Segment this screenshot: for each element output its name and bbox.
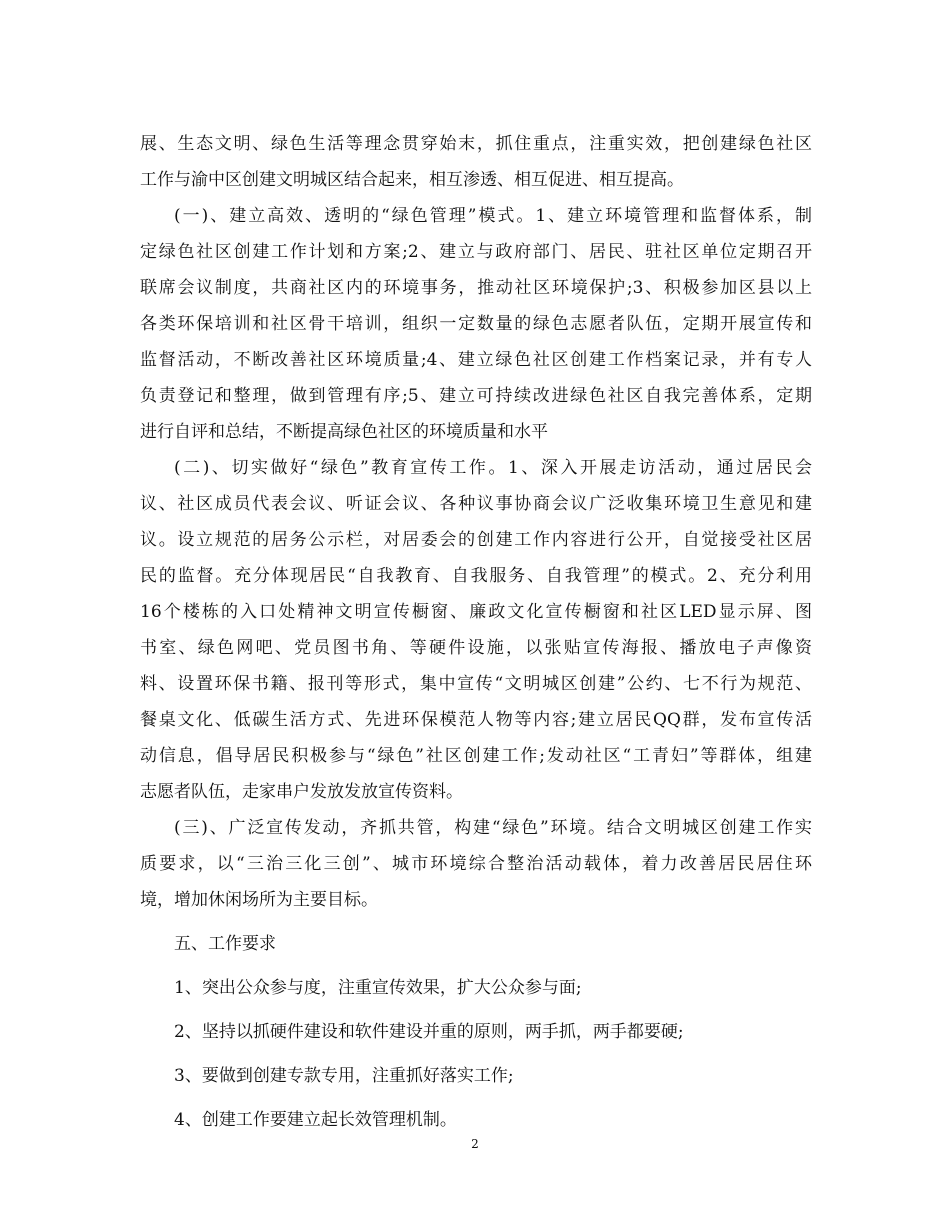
- paragraph-start-line: (一)、建立高效、透明的“绿色管理”模式。1、建立环境管理和监督体系，制: [174, 206, 812, 226]
- paragraph-start-line: (二)、切实做好“绿色”教育宣传工作。1、深入开展走访活动，通过居民会: [174, 458, 812, 478]
- text-line: 议、社区成员代表会议、听证会议、各种议事协商会议广泛收集环境卫生意见和建: [140, 494, 812, 514]
- text-line: 联席会议制度，共商社区内的环境事务，推动社区环境保护;3、积极参加区县以上: [140, 278, 812, 298]
- text-line: 工作与渝中区创建文明城区结合起来，相互渗透、相互促进、相互提高。: [140, 170, 684, 190]
- text-line: 书室、绿色网吧、党员图书角、等硬件设施，以张贴宣传海报、播放电子声像资: [140, 638, 812, 658]
- section-heading: 五、工作要求: [174, 934, 276, 954]
- text-line: 监督活动，不断改善社区环境质量;4、建立绿色社区创建工作档案记录，并有专人: [140, 350, 812, 370]
- requirement-item: 3、要做到创建专款专用，注重抓好落实工作;: [174, 1066, 514, 1086]
- section-gap: [140, 918, 812, 926]
- text-line: 民的监督。充分体现居民“自我教育、自我服务、自我管理”的模式。2、充分利用: [140, 566, 812, 586]
- text-line: 各类环保培训和社区骨干培训，组织一定数量的绿色志愿者队伍，定期开展宣传和: [140, 314, 812, 334]
- text-line: 餐桌文化、低碳生活方式、先进环保模范人物等内容;建立居民QQ群，发布宣传活: [140, 710, 812, 730]
- requirement-item: 4、创建工作要建立起长效管理机制。: [174, 1110, 457, 1130]
- text-line: 料、设置环保书籍、报刊等形式，集中宣传“文明城区创建”公约、七不行为规范、: [140, 674, 812, 694]
- text-line: 定绿色社区创建工作计划和方案;2、建立与政府部门、居民、驻社区单位定期召开: [140, 242, 812, 262]
- text-line: 议。设立规范的居务公示栏，对居委会的创建工作内容进行公开，自觉接受社区居: [140, 530, 812, 550]
- paragraph-start-line: (三)、广泛宣传发动，齐抓共管，构建“绿色”环境。结合文明城区创建工作实: [174, 818, 812, 838]
- requirement-item: 1、突出公众参与度，注重宣传效果，扩大公众参与面;: [174, 978, 582, 998]
- text-line: 16个楼栋的入口处精神文明宣传橱窗、廉政文化宣传橱窗和社区LED显示屏、图: [140, 602, 812, 622]
- text-line: 境，增加休闲场所为主要目标。: [140, 890, 378, 910]
- text-line: 志愿者队伍，走家串户发放发放宣传资料。: [140, 782, 463, 802]
- text-line: 负责登记和整理，做到管理有序;5、建立可持续改进绿色社区自我完善体系，定期: [140, 386, 812, 406]
- section-gap: [140, 1050, 812, 1058]
- page-number: 2: [471, 1137, 479, 1151]
- section-gap: [140, 1094, 812, 1102]
- text-line: 动信息，倡导居民积极参与“绿色”社区创建工作;发动社区“工青妇”等群体，组建: [140, 746, 812, 766]
- text-line: 质要求，以“三治三化三创”、城市环境综合整治活动载体，着力改善居民居住环: [140, 854, 812, 874]
- document-body: [140, 126, 812, 1138]
- section-gap: [140, 962, 812, 970]
- text-line: 展、生态文明、绿色生活等理念贯穿始末，抓住重点，注重实效，把创建绿色社区: [140, 134, 812, 154]
- text-line: 进行自评和总结，不断提高绿色社区的环境质量和水平: [140, 422, 548, 442]
- requirement-item: 2、坚持以抓硬件建设和软件建设并重的原则，两手抓，两手都要硬;: [174, 1022, 684, 1042]
- section-gap: [140, 1006, 812, 1014]
